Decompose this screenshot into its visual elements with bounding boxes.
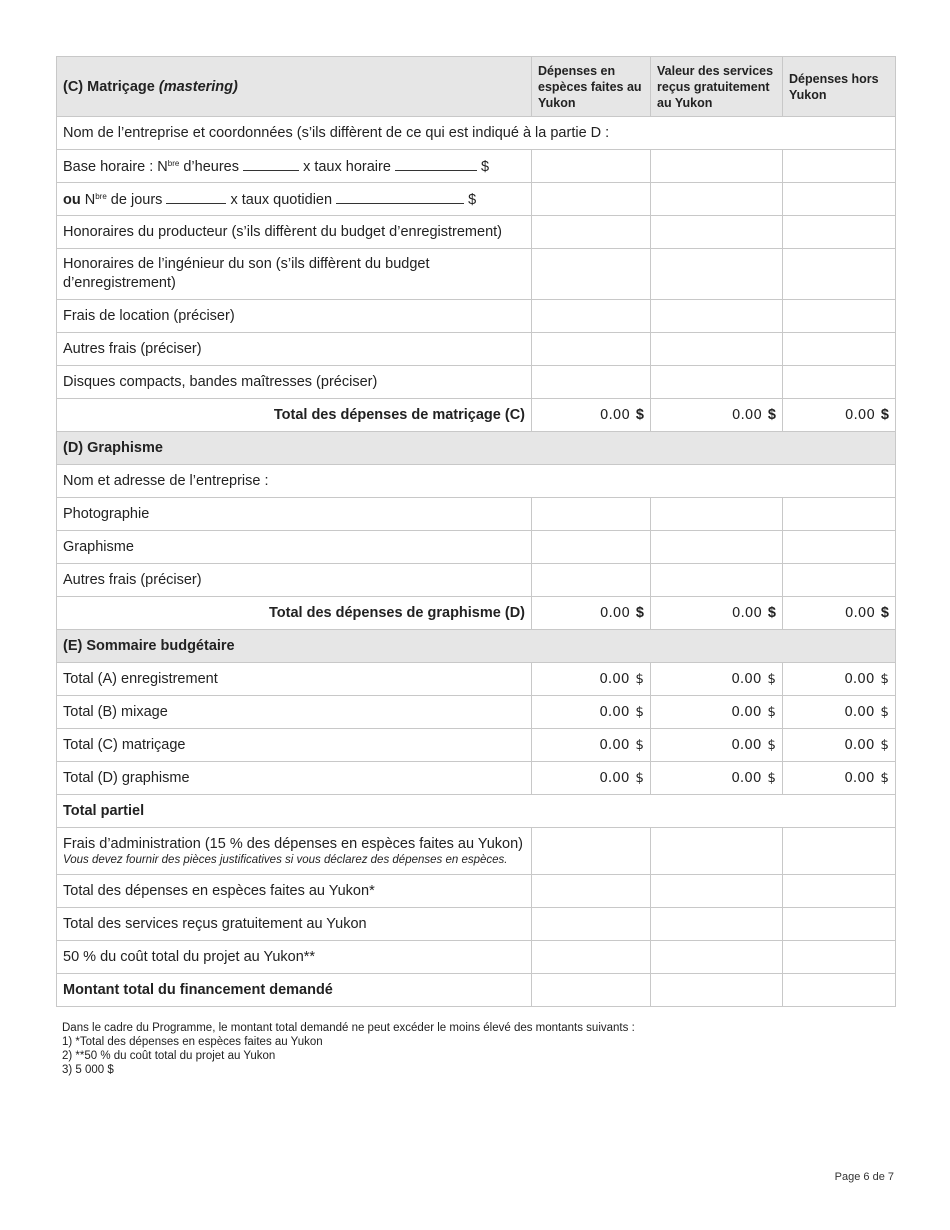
- amount-value: 0.00: [844, 407, 875, 423]
- daily-basis-label: [57, 183, 532, 216]
- currency-symbol: $: [635, 605, 644, 621]
- page-number: Page 6 de 7: [834, 1171, 894, 1183]
- table-row: [57, 795, 896, 828]
- amount-value: 0.00: [731, 605, 762, 621]
- amount-value: 0.00: [844, 704, 875, 720]
- cell-input[interactable]: [651, 183, 783, 216]
- admin-fees-cell: [57, 828, 532, 875]
- currency-symbol: $: [880, 671, 889, 687]
- total-d-yukon-services: [651, 597, 783, 630]
- admin-fees-label: Frais d’administration (15 % des dépenses en espèces faites au Yukon): [63, 835, 523, 852]
- footnotes: [62, 1021, 635, 1077]
- daily-mid: de jours: [106, 191, 163, 208]
- currency-symbol: $: [767, 770, 776, 786]
- cell-input[interactable]: [532, 150, 651, 183]
- section-d-title: (D) Graphisme: [57, 432, 896, 465]
- table-row: [57, 300, 896, 333]
- total-c-yukon-cash: [532, 399, 651, 432]
- amount-value: 0.00: [599, 704, 630, 720]
- budget-form-table: [56, 56, 896, 1007]
- total-d-outside: [783, 597, 896, 630]
- table-row: [57, 366, 896, 399]
- cell-input[interactable]: [783, 941, 896, 974]
- cell-input[interactable]: [783, 183, 896, 216]
- amount-value: 0.00: [599, 671, 630, 687]
- row-label: Total (A) enregistrement: [57, 663, 532, 696]
- summary-d-outside: [783, 762, 896, 795]
- currency-symbol: $: [635, 671, 644, 687]
- cell-input[interactable]: [783, 333, 896, 366]
- table-row: [57, 333, 896, 366]
- table-row: [57, 249, 896, 300]
- table-row: [57, 150, 896, 183]
- company-info-d: Nom et adresse de l’entreprise :: [57, 465, 896, 498]
- col-header-outside-yukon: Dépenses hors Yukon: [783, 57, 896, 117]
- row-label: Frais de location (préciser): [57, 300, 532, 333]
- hourly-currency: $: [480, 158, 490, 175]
- total-c-outside: [783, 399, 896, 432]
- summary-c-yukon-cash: [532, 729, 651, 762]
- cell-input[interactable]: [651, 564, 783, 597]
- table-row: [57, 875, 896, 908]
- col-header-yukon-services: Valeur des services reçus gratuitement au Yukon: [651, 57, 783, 117]
- cell-input[interactable]: [651, 531, 783, 564]
- table-row: [57, 974, 896, 1007]
- cell-input[interactable]: [651, 150, 783, 183]
- cell-input[interactable]: [651, 908, 783, 941]
- section-c-title-main: (C) Matriçage: [63, 78, 159, 95]
- hourly-mult: x taux horaire: [303, 158, 391, 175]
- total-d-yukon-cash: [532, 597, 651, 630]
- total-c-label: Total des dépenses de matriçage (C): [57, 399, 532, 432]
- cell-input[interactable]: [532, 300, 651, 333]
- amount-value: 0.00: [599, 605, 630, 621]
- summary-c-yukon-services: [651, 729, 783, 762]
- cell-input[interactable]: [532, 941, 651, 974]
- row-label: Total des dépenses en espèces faites au Yukon*: [57, 875, 532, 908]
- summary-d-yukon-cash: [532, 762, 651, 795]
- summary-a-yukon-services: [651, 663, 783, 696]
- cell-input[interactable]: [532, 366, 651, 399]
- cell-input[interactable]: [532, 531, 651, 564]
- header-row: [57, 57, 896, 117]
- cell-input[interactable]: [783, 366, 896, 399]
- summary-b-yukon-services: [651, 696, 783, 729]
- cell-input[interactable]: [532, 333, 651, 366]
- cell-input[interactable]: [783, 249, 896, 300]
- footnote-item: 1) *Total des dépenses en espèces faites au Yukon: [62, 1036, 323, 1048]
- section-header-row: [57, 630, 896, 663]
- amount-value: 0.00: [731, 737, 762, 753]
- cell-input[interactable]: [783, 216, 896, 249]
- hourly-rate-field[interactable]: [395, 158, 477, 171]
- row-label: Honoraires de l’ingénieur du son (s’ils diffèrent du budget d’enregistrement): [57, 249, 532, 300]
- daily-n: N: [80, 191, 96, 208]
- currency-symbol: $: [767, 407, 776, 423]
- amount-value: 0.00: [844, 770, 875, 786]
- amount-value: 0.00: [844, 605, 875, 621]
- cell-input[interactable]: [783, 908, 896, 941]
- cell-input[interactable]: [783, 531, 896, 564]
- row-label: Honoraires du producteur (s’ils diffèrent du budget d’enregistrement): [57, 216, 532, 249]
- summary-row: [57, 663, 896, 696]
- amount-value: 0.00: [731, 770, 762, 786]
- section-c-title: [57, 57, 532, 117]
- currency-symbol: $: [767, 704, 776, 720]
- cell-input[interactable]: [651, 366, 783, 399]
- daily-mult: x taux quotidien: [230, 191, 333, 208]
- cell-input[interactable]: [532, 908, 651, 941]
- cell-input[interactable]: [651, 941, 783, 974]
- summary-a-yukon-cash: [532, 663, 651, 696]
- days-field[interactable]: [166, 191, 226, 204]
- currency-symbol: $: [767, 605, 776, 621]
- cell-input[interactable]: [783, 564, 896, 597]
- cell-input[interactable]: [532, 249, 651, 300]
- table-row: [57, 908, 896, 941]
- hourly-sup: bre: [167, 158, 180, 168]
- amount-value: 0.00: [731, 704, 762, 720]
- row-label: Total (C) matriçage: [57, 729, 532, 762]
- cell-input[interactable]: [532, 216, 651, 249]
- table-row: [57, 216, 896, 249]
- hours-field[interactable]: [243, 158, 299, 171]
- amount-value: 0.00: [599, 770, 630, 786]
- hourly-prefix: Base horaire : N: [63, 158, 168, 175]
- total-row-c: [57, 399, 896, 432]
- table-row: [57, 465, 896, 498]
- total-c-yukon-services: [651, 399, 783, 432]
- amount-value: 0.00: [731, 671, 762, 687]
- section-c-title-italic: (mastering): [158, 78, 238, 95]
- currency-symbol: $: [880, 407, 889, 423]
- currency-symbol: $: [635, 737, 644, 753]
- currency-symbol: $: [880, 737, 889, 753]
- footnote-item: 2) **50 % du coût total du projet au Yukon: [62, 1050, 276, 1062]
- row-label: Montant total du financement demandé: [57, 974, 532, 1007]
- total-row-d: [57, 597, 896, 630]
- row-label: Disques compacts, bandes maîtresses (préciser): [57, 366, 532, 399]
- cell-input[interactable]: [783, 498, 896, 531]
- row-label: Autres frais (préciser): [57, 564, 532, 597]
- footnote-item: 3) 5 000 $: [62, 1064, 114, 1076]
- currency-symbol: $: [635, 770, 644, 786]
- total-d-label: Total des dépenses de graphisme (D): [57, 597, 532, 630]
- cell-input[interactable]: [651, 300, 783, 333]
- table-row: [57, 531, 896, 564]
- amount-value: 0.00: [844, 671, 875, 687]
- amount-value: 0.00: [844, 737, 875, 753]
- hourly-basis-label: [57, 150, 532, 183]
- daily-ou: ou: [63, 191, 81, 208]
- cell-input[interactable]: [783, 875, 896, 908]
- cell-input[interactable]: [532, 564, 651, 597]
- currency-symbol: $: [880, 605, 889, 621]
- cell-input[interactable]: [651, 828, 783, 875]
- row-label: Photographie: [57, 498, 532, 531]
- admin-fees-note: Vous devez fournir des pièces justificatives si vous déclarez des dépenses en espèces.: [63, 853, 508, 866]
- subtotal-label: Total partiel: [57, 795, 896, 828]
- summary-b-outside: [783, 696, 896, 729]
- company-info-c: Nom de l’entreprise et coordonnées (s’ils diffèrent de ce qui est indiqué à la partie D :: [57, 117, 896, 150]
- cell-input[interactable]: [783, 974, 896, 1007]
- cell-input[interactable]: [532, 875, 651, 908]
- section-e-title: (E) Sommaire budgétaire: [57, 630, 896, 663]
- currency-symbol: $: [880, 704, 889, 720]
- cell-input[interactable]: [532, 974, 651, 1007]
- cell-input[interactable]: [783, 300, 896, 333]
- cell-input[interactable]: [783, 150, 896, 183]
- table-row: [57, 183, 896, 216]
- table-row: [57, 941, 896, 974]
- cell-input[interactable]: [532, 828, 651, 875]
- summary-a-outside: [783, 663, 896, 696]
- daily-rate-field[interactable]: [336, 191, 464, 204]
- daily-sup: bre: [95, 191, 107, 201]
- section-header-row: [57, 432, 896, 465]
- summary-row: [57, 729, 896, 762]
- cell-input[interactable]: [532, 183, 651, 216]
- summary-d-yukon-services: [651, 762, 783, 795]
- daily-currency: $: [468, 191, 477, 208]
- row-label: 50 % du coût total du projet au Yukon**: [57, 941, 532, 974]
- row-label: Autres frais (préciser): [57, 333, 532, 366]
- currency-symbol: $: [880, 770, 889, 786]
- row-label: Total (B) mixage: [57, 696, 532, 729]
- summary-c-outside: [783, 729, 896, 762]
- currency-symbol: $: [767, 737, 776, 753]
- cell-input[interactable]: [651, 216, 783, 249]
- table-row: [57, 564, 896, 597]
- summary-row: [57, 696, 896, 729]
- amount-value: 0.00: [599, 407, 630, 423]
- cell-input[interactable]: [651, 498, 783, 531]
- table-row: [57, 117, 896, 150]
- cell-input[interactable]: [651, 249, 783, 300]
- amount-value: 0.00: [599, 737, 630, 753]
- row-label: Total (D) graphisme: [57, 762, 532, 795]
- footnote-intro: Dans le cadre du Programme, le montant total demandé ne peut excéder le moins élevé des montants suivants :: [62, 1022, 635, 1034]
- cell-input[interactable]: [532, 498, 651, 531]
- col-header-yukon-cash: Dépenses en espèces faites au Yukon: [532, 57, 651, 117]
- row-label: Graphisme: [57, 531, 532, 564]
- cell-input[interactable]: [651, 333, 783, 366]
- cell-input[interactable]: [651, 875, 783, 908]
- hourly-mid: d’heures: [179, 158, 239, 175]
- currency-symbol: $: [635, 407, 644, 423]
- amount-value: 0.00: [731, 407, 762, 423]
- table-row: [57, 828, 896, 875]
- cell-input[interactable]: [651, 974, 783, 1007]
- currency-symbol: $: [767, 671, 776, 687]
- currency-symbol: $: [635, 704, 644, 720]
- summary-b-yukon-cash: [532, 696, 651, 729]
- cell-input[interactable]: [783, 828, 896, 875]
- table-row: [57, 498, 896, 531]
- summary-row: [57, 762, 896, 795]
- row-label: Total des services reçus gratuitement au Yukon: [57, 908, 532, 941]
